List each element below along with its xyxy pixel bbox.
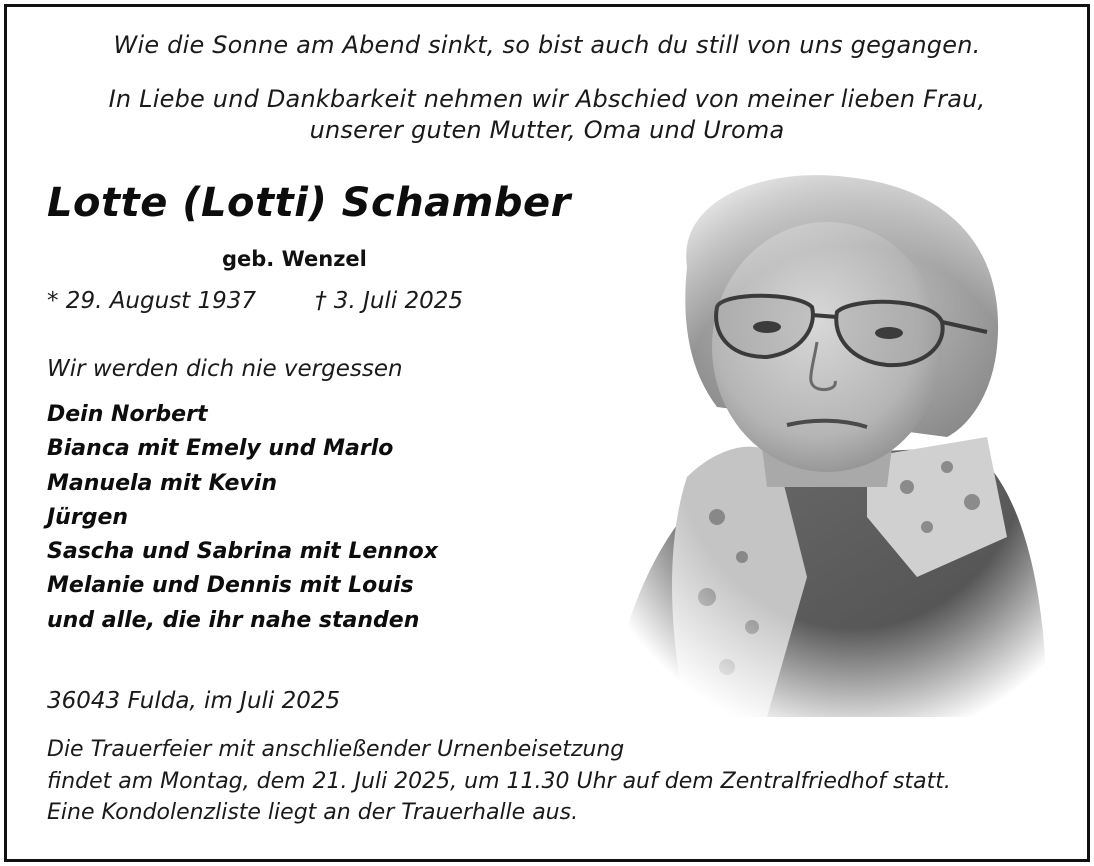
- birth-date: * 29. August 1937: [47, 288, 257, 314]
- mourner-name: Dein Norbert: [47, 402, 208, 427]
- mourner-name: Melanie und Dennis mit Louis: [47, 573, 414, 599]
- tagline: Wir werden dich nie vergessen: [47, 356, 403, 382]
- mourner-name: Bianca mit Emely und Marlo: [47, 436, 394, 462]
- deceased-name: Lotte (Lotti) Schamber: [47, 180, 571, 226]
- verse-line-3: unserer guten Mutter, Oma und Uroma: [309, 116, 785, 144]
- mourner-name: Jürgen: [47, 504, 129, 530]
- verse-line-2: In Liebe und Dankbarkeit nehmen wir Abschied von meiner lieben Frau,: [108, 85, 986, 113]
- mourners-list: [47, 398, 438, 638]
- funeral-line-1: Die Trauerfeier mit anschließender Urnenbeisetzung: [47, 737, 625, 762]
- mourner-name: Manuela mit Kevin: [47, 470, 277, 496]
- death-date: † 3. Juli 2025: [315, 288, 464, 314]
- verse-line-1: Wie die Sonne am Abend sinkt, so bist auch du still von uns gegangen.: [113, 31, 981, 59]
- portrait-photo: [567, 157, 1087, 717]
- obituary-frame: [4, 4, 1090, 862]
- mourner-name: Sascha und Sabrina mit Lennox: [47, 539, 438, 565]
- mourner-name: und alle, die ihr nahe standen: [47, 607, 420, 633]
- place-date: 36043 Fulda, im Juli 2025: [47, 688, 341, 714]
- funeral-notice: [47, 734, 951, 829]
- maiden-name: geb. Wenzel: [222, 247, 367, 271]
- funeral-line-2: findet am Montag, dem 21. Juli 2025, um 11.30 Uhr auf dem Zentralfriedhof statt.: [47, 768, 951, 794]
- funeral-line-3: Eine Kondolenzliste liegt an der Trauerhalle aus.: [47, 800, 579, 825]
